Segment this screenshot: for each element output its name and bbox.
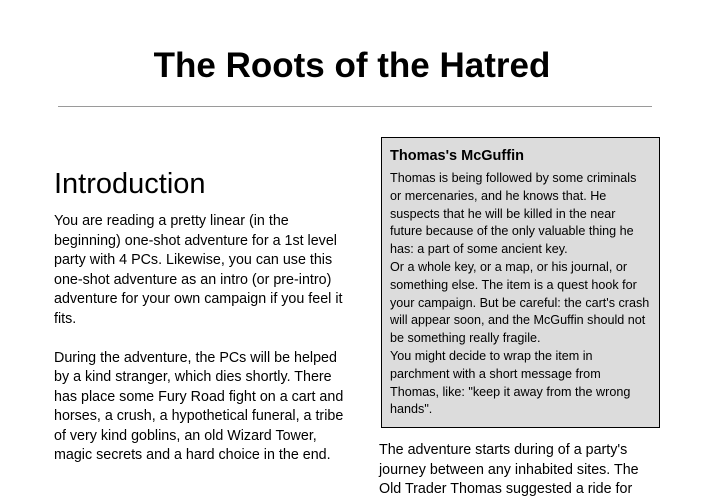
introduction-section [54, 166, 346, 466]
introduction-paragraph: During the adventure, the PCs will be helped by a kind stranger, which dies shortly. There has place some Fury Road fight on a cart and horses, a crush, a hypothetical funeral, a tribe of very kind goblins, an old Wizard Tower, magic secrets and a hard choice in the end. [54, 349, 344, 463]
page-title: The Roots of the Hatred [153, 46, 551, 85]
adventure-start-paragraph: The adventure starts during of a party's journey between any inhabited sites. The Old Trader Thomas suggested a ride for [379, 442, 639, 498]
callout-paragraph: You might decide to wrap the item in parchment with a short message from Thomas, like: "keep it away from the wrong hands". [390, 348, 631, 417]
mcguffin-callout-box [381, 137, 660, 428]
callout-title: Thomas's McGuffin [390, 148, 524, 164]
title-divider [58, 106, 652, 107]
right-column [379, 137, 661, 500]
introduction-heading: Introduction [54, 168, 206, 200]
introduction-paragraph: You are reading a pretty linear (in the beginning) one-shot adventure for a 1st level party with 4 PCs. Likewise, you can use this one-shot adventure as an intro (or pre-intro) adventure for your own campaign if you feel it fits. [54, 213, 343, 327]
callout-paragraph: Thomas is being followed by some criminals or mercenaries, and he knows that. He suspects that he will be killed in the near future because of the only valuable thing he has: a part of some ancient key. [390, 171, 637, 257]
callout-paragraph: Or a whole key, or a map, or his journal, or something else. The item is a quest hook for your campaign. But be careful: the cart's crash will appear soon, and the McGuffin should not be something really fragile. [390, 259, 650, 346]
